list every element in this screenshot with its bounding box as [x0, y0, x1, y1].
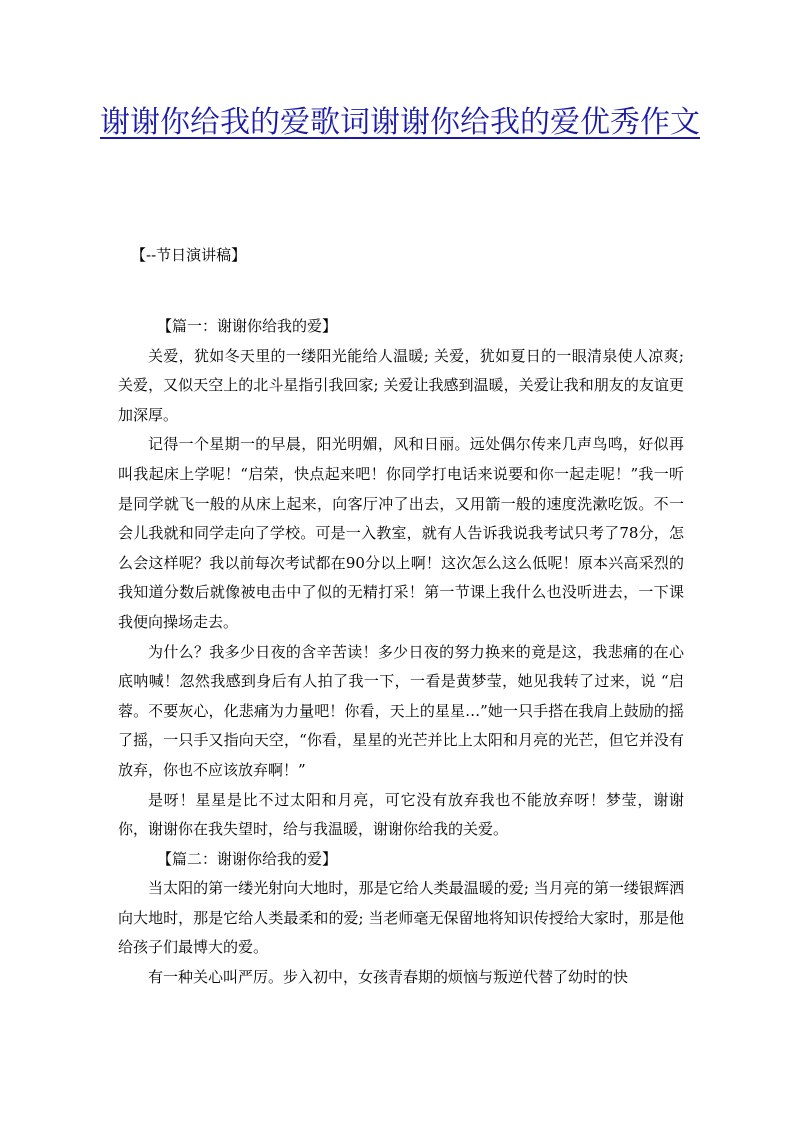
- paragraph: 记得一个星期一的早晨，阳光明媚，风和日丽。远处偶尔传来几声鸟鸣，好似再叫我起床上学呢！“启荣，快点起来吧！你同学打电话来说要和你一起走呢！”我一听是同学就飞一般的从床上起来，向客厅冲了出去，又用箭一般的速度洗漱吃饭。不一会儿我就和同学走向了学校。可是一入教室，就有人告诉我说我考试只考了78分，怎么会这样呢？我以前每次考试都在90分以上啊！这次怎么这么低呢！原本兴高采烈的我知道分数后就像被电击中了似的无精打采！第一节课上我什么也没听进去，一下课我便向操场走去。: [118, 435, 684, 631]
- paragraph: 有一种关心叫严厉。步入初中，女孩青春期的烦恼与叛逆代替了幼时的快: [148, 968, 629, 987]
- paragraph: 是呀！星星是比不过太阳和月亮，可它没有放弃我也不能放弃呀！梦莹，谢谢你，谢谢你在我失望时，给与我温暖，谢谢你给我的关爱。: [118, 790, 684, 839]
- document-title-link[interactable]: 谢谢你给我的爱歌词谢谢你给我的爱优秀作文: [100, 105, 700, 140]
- article-body: [118, 312, 684, 993]
- document-title: [100, 100, 700, 146]
- paragraph: 关爱，犹如冬天里的一缕阳光能给人温暖; 关爱，犹如夏日的一眼清泉使人凉爽; 关爱，又似天空上的北斗星指引我回家; 关爱让我感到温暖，关爱让我和朋友的友谊更加深厚。: [118, 346, 684, 424]
- section-heading: 【篇一：谢谢你给我的爱】: [157, 317, 338, 335]
- paragraph: 当太阳的第一缕光射向大地时，那是它给人类最温暖的爱; 当月亮的第一缕银辉洒向大地时，那是它给人类最柔和的爱; 当老师毫无保留地将知识传授给大家时，那是他给孩子们最博大的爱。: [118, 879, 684, 957]
- paragraph: 为什么？我多少日夜的含辛苦读！多少日夜的努力换来的竟是这，我悲痛的在心底呐喊！忽然我感到身后有人拍了我一下，一看是黄梦莹，她见我转了过来，说 “启蓉。不要灰心，化悲痛为力量吧！你看，天上的星星…”她一只手搭在我肩上鼓励的摇了摇，一只手又指向天空，“你看，星星的光芒并比上太阳和月亮的光芒，但它并没有放弃，你也不应该放弃啊！”: [118, 642, 684, 779]
- section-heading: 【篇二：谢谢你给我的爱】: [157, 849, 338, 868]
- category-label: 【--节日演讲稿】: [131, 246, 247, 264]
